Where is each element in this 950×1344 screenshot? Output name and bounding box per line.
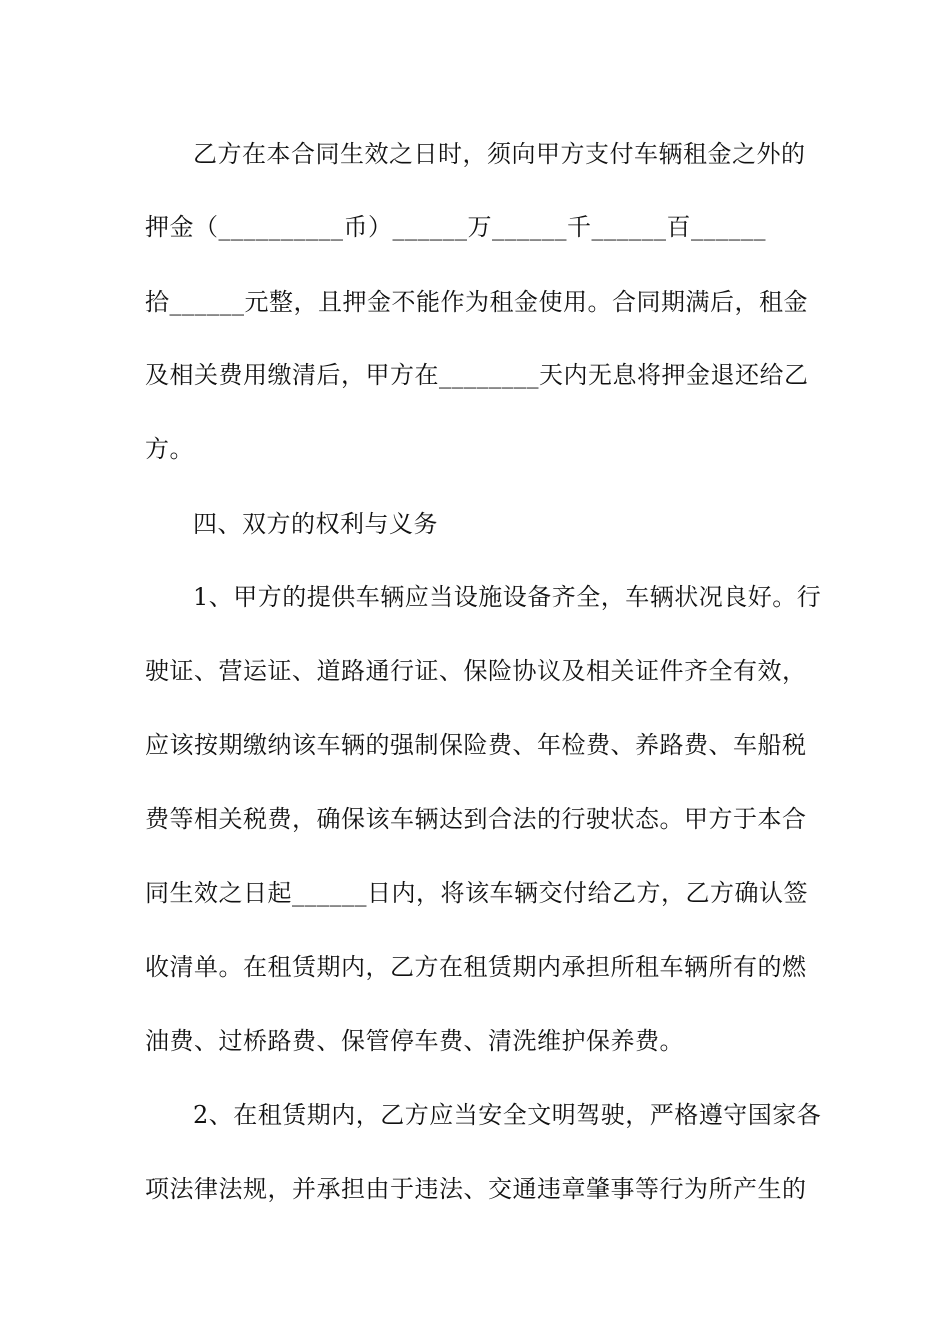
clause-1-line-5: 同生效之日起______日内，将该车辆交付给乙方，乙方确认签	[145, 879, 808, 907]
clause-1-line-6: 收清单。在租赁期内，乙方在租赁期内承担所租车辆所有的燃	[145, 953, 807, 981]
deposit-paragraph-line-5: 方。	[145, 435, 194, 463]
clause-1-line-2: 驶证、营运证、道路通行证、保险协议及相关证件齐全有效，	[145, 657, 807, 685]
clause-1-line-1: 1、甲方的提供车辆应当设施设备齐全，车辆状况良好。行	[193, 583, 822, 611]
clause-2-line-2: 项法律法规，并承担由于违法、交通违章肇事等行为所产生的	[145, 1175, 807, 1203]
deposit-paragraph-line-3: 拾______元整，且押金不能作为租金使用。合同期满后，租金	[145, 288, 808, 316]
deposit-paragraph-line-2: 押金（__________币）______万______千______百______	[145, 213, 766, 241]
section-heading: 四、双方的权利与义务	[193, 510, 438, 538]
clause-1-line-4: 费等相关税费，确保该车辆达到合法的行驶状态。甲方于本合	[145, 805, 807, 833]
deposit-paragraph-line-4: 及相关费用缴清后，甲方在________天内无息将押金退还给乙	[145, 361, 809, 389]
clause-1-line-3: 应该按期缴纳该车辆的强制保险费、年检费、养路费、车船税	[145, 731, 807, 759]
clause-2-line-1: 2、在租赁期内，乙方应当安全文明驾驶，严格遵守国家各	[193, 1101, 822, 1129]
clause-1-line-7: 油费、过桥路费、保管停车费、清洗维护保养费。	[145, 1027, 684, 1055]
deposit-paragraph-line-1: 乙方在本合同生效之日时，须向甲方支付车辆租金之外的	[193, 140, 806, 168]
